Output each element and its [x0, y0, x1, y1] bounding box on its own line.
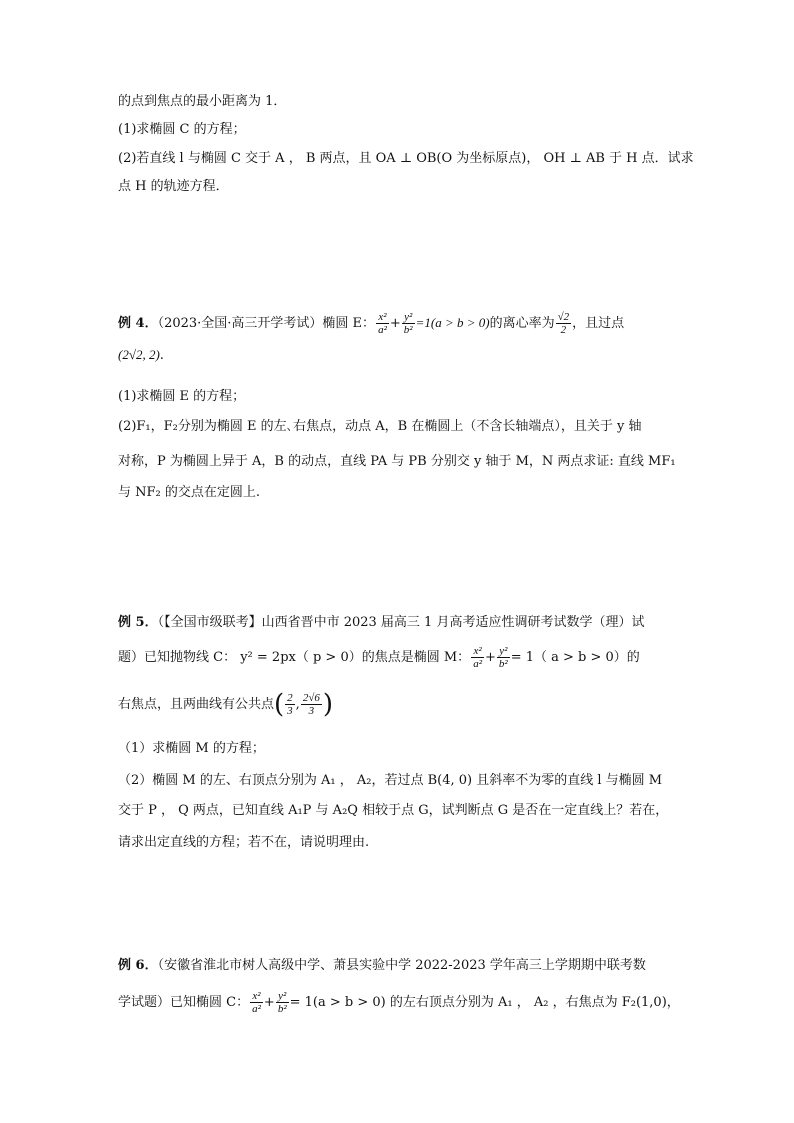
example-6-source: （安徽省淮北市树人高级中学、萧县实验中学 2022-2023 学年高三上学期期中联考数 [157, 958, 646, 973]
example-4-question-2b: 对称，P 为椭圆上异于 A，B 的动点，直线 PA 与 PB 分别交 y 轴于 M，N 两点求证: 直线 MF₁ [118, 454, 676, 469]
parabola-text: 题）已知抛物线 C： y² = 2px（ p > 0）的焦点是椭圆 M： [118, 650, 471, 665]
intro-question-2: (2)若直线 l 与椭圆 C 交于 A ， B 两点，且 OA ⊥ OB(O 为坐标原点)， OH ⊥ AB 于 H 点．试求 [118, 151, 694, 166]
fraction-x2-a2: $\frac{\text{x²}}{\text{a²}}$ [252, 990, 261, 1015]
example-5-question-1: （1）求椭圆 M 的方程； [118, 741, 265, 756]
intro-line-1: 的点到焦点的最小距离为 1． [118, 94, 287, 109]
example-5-label: 例 5． [118, 615, 158, 630]
example-4-question-2a: (2)F₁，F₂分别为椭圆 E 的左､右焦点，动点 A，B 在椭圆上（不含长轴端点），且关于 y 轴 [118, 419, 642, 434]
left-paren: ( [274, 689, 285, 720]
intro-question-2-cont: 点 H 的轨迹方程． [118, 179, 229, 194]
plus-sign: + [263, 995, 275, 1010]
passes-point-text: ，且过点 [572, 316, 625, 331]
ellipse-condition: = 1（ a > b > 0）的 [510, 650, 640, 665]
example-5-line-2 [118, 645, 678, 670]
example-4-question-1: (1)求椭圆 E 的方程； [118, 389, 246, 404]
example-6-label: 例 6． [118, 958, 158, 973]
point-coordinates: (2√2, 2) [118, 347, 160, 362]
fraction-y2-b2: $\frac{\text{y²}}{\text{b²}}$ [403, 311, 413, 336]
example-4-point [118, 345, 678, 366]
example-6-header [118, 956, 678, 976]
right-paren: ) [322, 689, 334, 720]
example-5-line-3: 右焦点，且两曲线有公共点( $\frac{2}{3}$ , $\frac{2√6}{3}$ ) [118, 689, 334, 720]
plus-sign: + [389, 316, 401, 331]
fraction-x2-a2: $\frac{\text{x²}}{\text{a²}}$ [378, 311, 387, 336]
example-4-source: （2023·全国·高三开学考试）椭圆 E： [157, 316, 376, 331]
ellipse-condition: =1(a > b > 0) [415, 315, 490, 330]
eccentricity-fraction: $\frac{√2}{2}$ [557, 311, 570, 336]
example-4-question-2c: 与 NF₂ 的交点在定圆上. [118, 485, 261, 500]
fraction-y2-b2: $\frac{\text{y²}}{\text{b²}}$ [277, 990, 287, 1015]
example-5-question-2b: 交于 P ， Q 两点，已知直线 A₁P 与 A₂Q 相较于点 G，试判断点 G 是否在一定直线上？若在， [118, 803, 669, 818]
common-point-text: 右焦点，且两曲线有公共点 [118, 697, 275, 712]
example-5-question-2c: 请求出定直线的方程；若不在，请说明理由. [118, 835, 370, 850]
example-4-header [118, 311, 678, 336]
point-x-fraction: $\frac{2}{3}$ [287, 692, 293, 717]
intro-question-1: (1)求椭圆 C 的方程； [118, 122, 246, 137]
period: . [159, 348, 164, 363]
example-4-label: 例 4． [118, 316, 158, 331]
ellipse-text: 学试题）已知椭圆 C： [118, 995, 250, 1010]
plus-sign: + [485, 650, 496, 665]
fraction-y2-b2: $\frac{\text{y²}}{\text{b²}}$ [498, 645, 508, 670]
eccentricity-text: 的离心率为 [489, 316, 555, 331]
ellipse-condition: = 1(a > b > 0) 的左右顶点分别为 A₁ ， A₂ ，右焦点为 F₂(1,0)， [289, 995, 680, 1010]
point-y-fraction: $\frac{2√6}{3}$ [302, 692, 320, 717]
fraction-x2-a2: $\frac{\text{x²}}{\text{a²}}$ [473, 645, 482, 670]
example-6-line-2 [118, 990, 678, 1015]
example-5-header [118, 613, 678, 633]
example-5-source: （【全国市级联考】山西省晋中市 2023 届高三 1 月高考适应性调研考试数学（理）试 [157, 615, 645, 630]
example-5-question-2a: （2）椭圆 M 的左、右顶点分别为 A₁ ， A₂，若过点 B(4, 0) 且斜率不为零的直线 l 与椭圆 M [118, 773, 663, 788]
